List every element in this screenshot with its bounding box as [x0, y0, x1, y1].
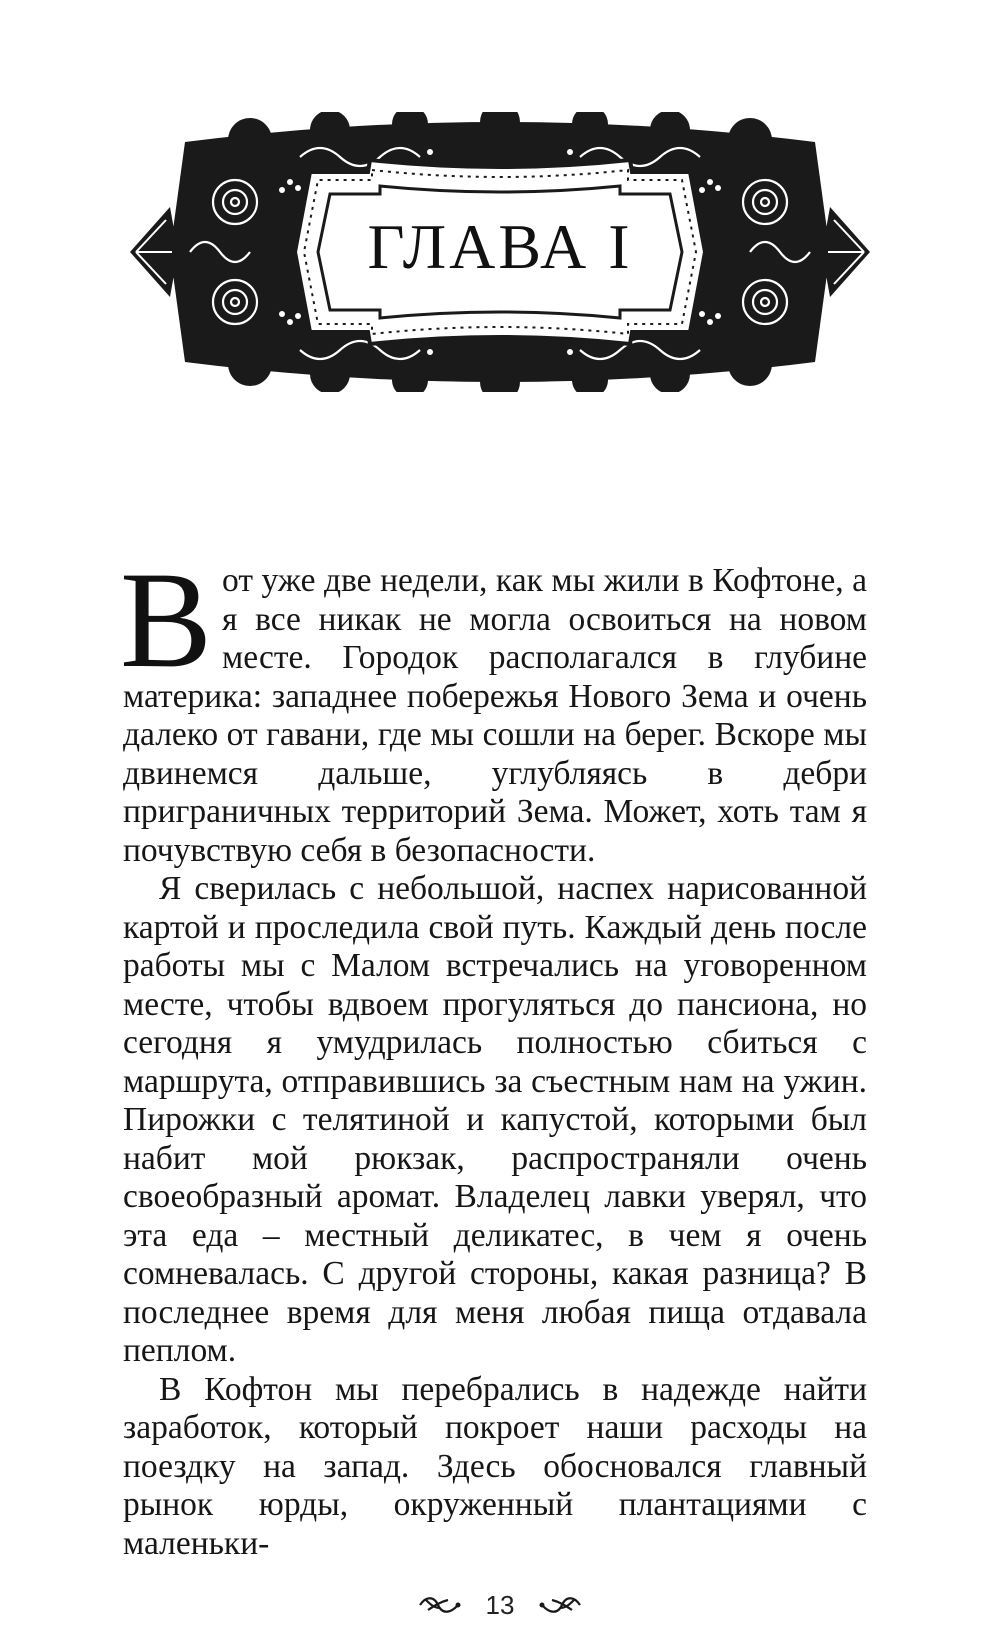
page-number: 13 — [485, 1590, 515, 1620]
paragraph-1-text: от уже две недели, как мы жили в Кофтоне, а я все никак не могла освоиться на новом месте. Городок располагался в глубине материка: западнее побережья Нового Зема и очень далеко от гавани, где мы сошли на берег. Вскоре мы двинемся дальше, углубляясь в дебри приграничных территорий Зема. Может, хоть там я почувствую себя в безопасности. — [123, 562, 867, 869]
scroll-flourish-icon — [418, 1594, 462, 1616]
chapter-body-text — [120, 543, 867, 1563]
chapter-ornament-frame — [130, 112, 870, 392]
page-footer — [0, 1588, 1000, 1624]
paragraph-2: Я сверилась с небольшой, наспех нарисованной картой и проследила свой путь. Каждый день после работы мы с Малом встречались на уговоренном месте, чтобы вдвоем прогуляться до пансиона, но сегодня я умудрилась полностью сбиться с маршрута, отправившись за съестным нам на ужин. Пирожки с телятиной и капустой, которыми был набит мой рюкзак, распространяли очень своеобразный аромат. Владелец лавки уверял, что эта еда – местный деликатес, в чем я очень сомневалась. С другой стороны, какая разница? В последнее время для меня любая пища отдавала пеплом. — [123, 870, 867, 1369]
scroll-flourish-icon — [538, 1594, 582, 1616]
paragraph-1 — [120, 543, 867, 870]
paragraph-3: В Кофтон мы перебрались в надежде найти заработок, который покроет наши расходы на поездку на запад. Здесь обосновался главный рынок юрды, окруженный плантациями с маленьки- — [123, 1370, 867, 1562]
drop-cap-letter: В — [120, 543, 213, 696]
chapter-title: ГЛАВА I — [367, 211, 633, 282]
